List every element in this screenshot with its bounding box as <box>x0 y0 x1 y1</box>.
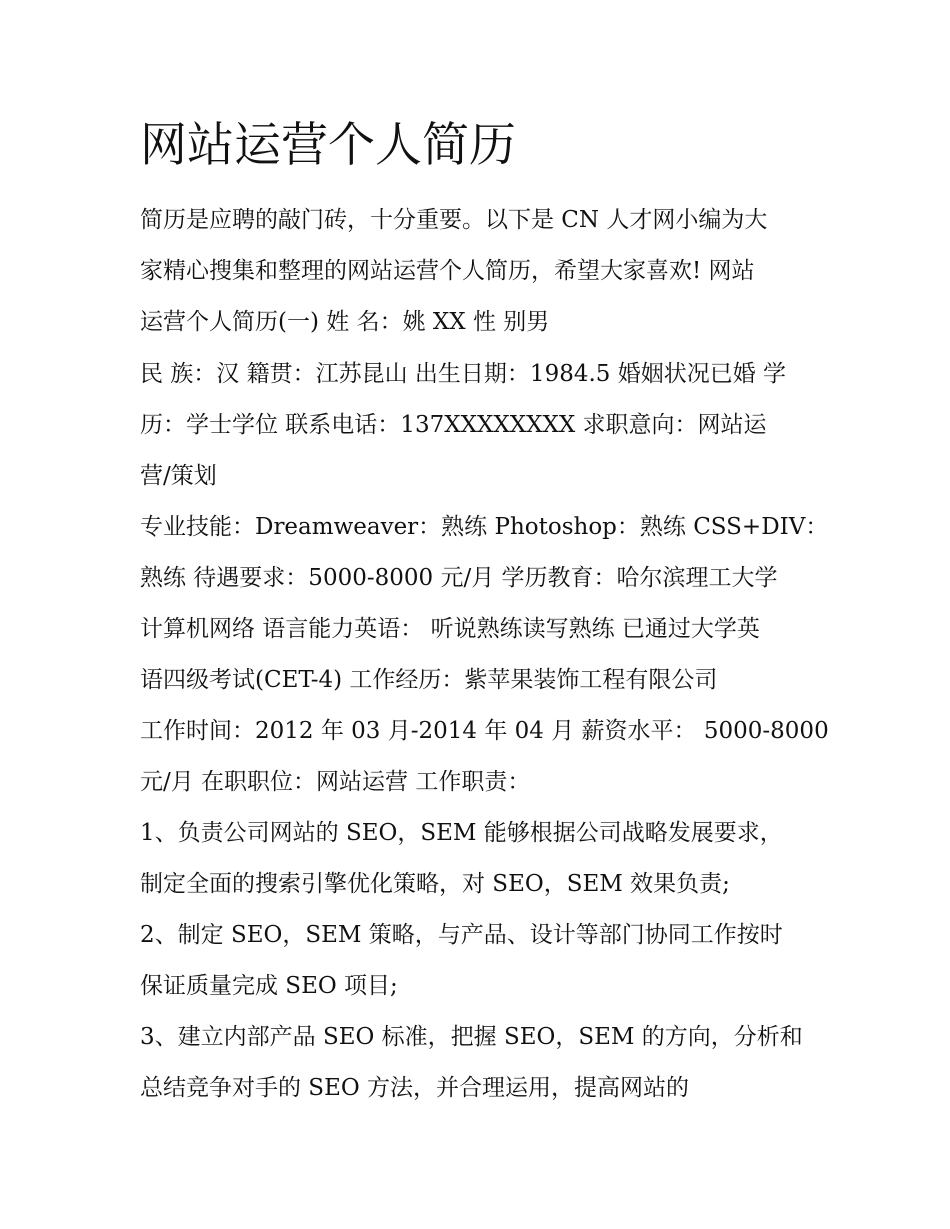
body-line-18: 总结竞争对手的 SEO 方法，并合理运用，提高网站的 <box>140 1075 690 1101</box>
body-line-12: 元/月 在职职位：网站运营 工作职责： <box>140 769 531 795</box>
body-line-16: 保证质量完成 SEO 项目; <box>140 973 398 999</box>
body-line-15: 2、制定 SEO，SEM 策略，与产品、设计等部门协同工作按时 <box>140 922 783 948</box>
body-line-1: 简历是应聘的敲门砖，十分重要。以下是 CN 人才网小编为大 <box>140 207 768 233</box>
body-line-11: 工作时间：2012 年 03 月-2014 年 04 月 薪资水平： 5000-8000 <box>140 718 829 744</box>
body-line-17: 3、建立内部产品 SEO 标准，把握 SEO，SEM 的方向，分析和 <box>140 1024 803 1050</box>
body-line-8: 熟练 待遇要求：5000-8000 元/月 学历教育：哈尔滨理工大学 <box>140 565 778 591</box>
body-line-3: 运营个人简历(一) 姓 名：姚 XX 性 别男 <box>140 309 550 335</box>
document-title: 网站运营个人简历 <box>140 118 516 173</box>
body-line-7: 专业技能：Dreamweaver：熟练 Photoshop：熟练 CSS+DIV： <box>140 514 829 540</box>
body-line-5: 历：学士学位 联系电话：137XXXXXXXX 求职意向：网站运 <box>140 412 767 438</box>
body-line-4: 民 族：汉 籍贯：江苏昆山 出生日期：1984.5 婚姻状况已婚 学 <box>140 361 787 387</box>
body-line-2: 家精心搜集和整理的网站运营个人简历，希望大家喜欢! 网站 <box>140 258 755 284</box>
body-line-9: 计算机网络 语言能力英语： 听说熟练读写熟练 已通过大学英 <box>140 616 760 642</box>
body-line-14: 制定全面的搜索引擎优化策略，对 SEO，SEM 效果负责; <box>140 871 730 897</box>
body-line-6: 营/策划 <box>140 463 217 489</box>
body-line-13: 1、负责公司网站的 SEO，SEM 能够根据公司战略发展要求， <box>140 820 783 846</box>
body-line-10: 语四级考试(CET-4) 工作经历：紫苹果装饰工程有限公司 <box>140 667 718 693</box>
